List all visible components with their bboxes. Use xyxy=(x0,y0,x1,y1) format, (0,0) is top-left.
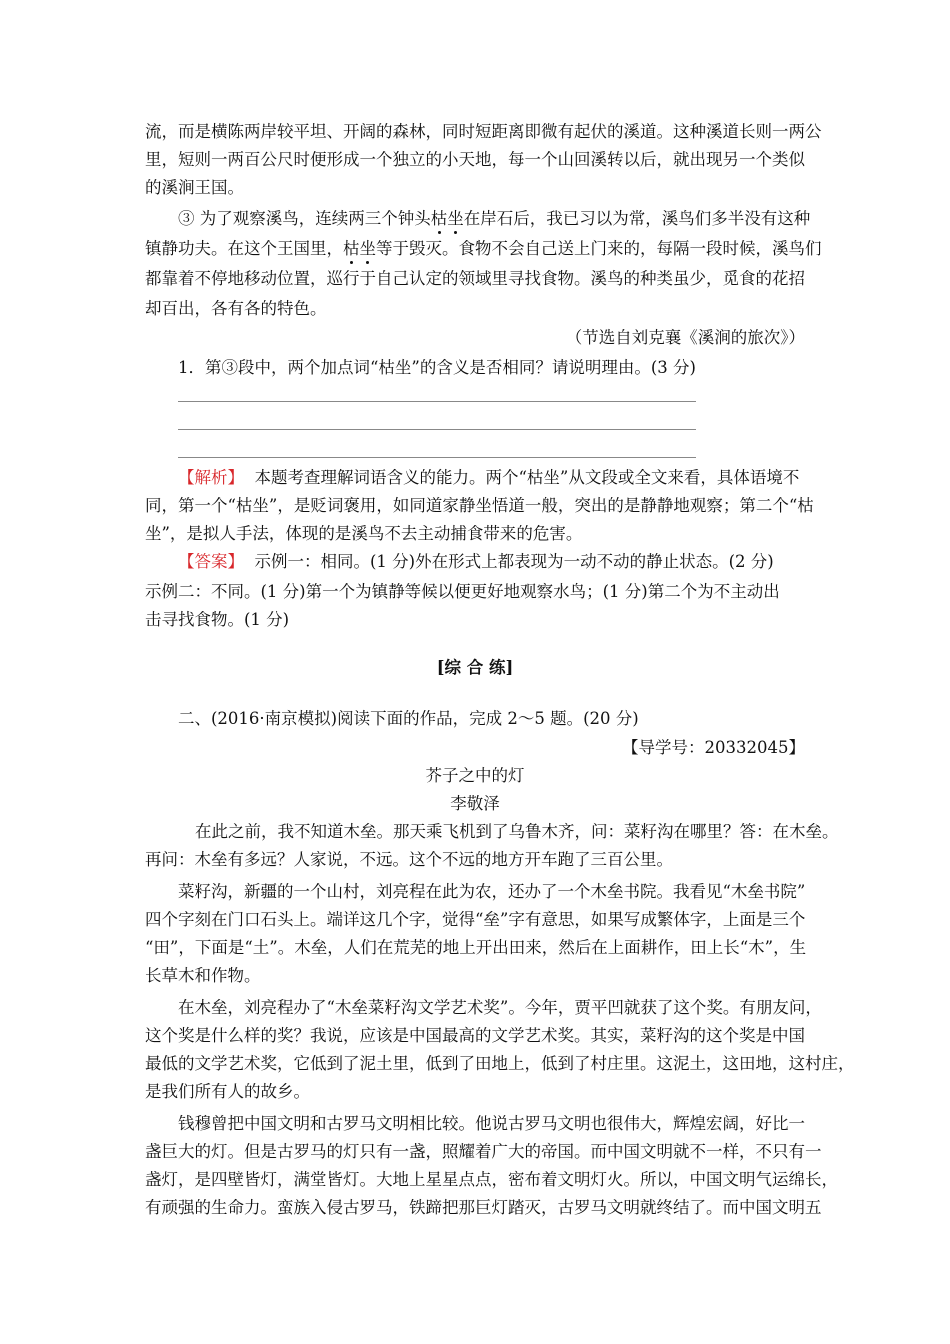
para3-line-2 xyxy=(145,238,822,260)
analysis-text: 本题考查理解词语含义的能力。两个“枯坐”从文段或全文来看，具体语境不 xyxy=(254,468,800,487)
dotted-char: 坐 xyxy=(447,209,464,228)
article-line: 这个奖是什么样的奖？我说，应该是中国最高的文学艺术奖。其实，菜籽沟的这个奖是中国 xyxy=(145,1026,805,1045)
answer-line xyxy=(178,429,696,430)
para3-text: 在岸石后，我已习以为常，溪鸟们多半没有这种 xyxy=(463,209,811,228)
passage1-line-3: 的溪涧王国。 xyxy=(145,178,244,197)
article-line: 盏巨大的灯。但是古罗马的灯只有一盏，照耀着广大的帝国。而中国文明就不一样，不只有一 xyxy=(145,1142,822,1161)
dotted-char: 枯 xyxy=(430,209,448,228)
article-line: 钱穆曾把中国文明和古罗马文明相比较。他说古罗马文明也很伟大，辉煌宏阔，好比一 xyxy=(178,1114,805,1133)
answer-line-2: 示例二：不同。(1 分)第一个为镇静等候以便更好地观察水鸟；(1 分)第二个为不主动出 xyxy=(145,582,780,601)
answer-text: 示例一：相同。(1 分)外在形式上都表现为一动不动的静止状态。(2 分) xyxy=(254,552,774,571)
answer-line xyxy=(178,401,696,402)
article-line: 再问：木垒有多远？人家说，不远。这个不远的地方开车跑了三百公里。 xyxy=(145,850,673,869)
passage1-line-1: 流，而是横陈两岸较平坦、开阔的森林，同时短距离即微有起伏的溪道。这种溪道长则一两公 xyxy=(145,122,822,141)
para3-line-1 xyxy=(178,208,810,230)
article-line: 在木垒，刘亮程办了“木垒菜籽沟文学艺术奖”。今年，贾平凹就获了这个奖。有朋友问， xyxy=(178,998,822,1017)
article-line: 是我们所有人的故乡。 xyxy=(145,1082,310,1101)
para3-line-4: 却百出，各有各的特色。 xyxy=(145,299,327,318)
analysis-line-1 xyxy=(178,467,799,489)
answer-line-1 xyxy=(178,551,774,573)
para3-text: ③ 为了观察溪鸟，连续两三个钟头 xyxy=(178,209,431,228)
article-line: 菜籽沟，新疆的一个山村，刘亮程在此为农，还办了一个木垒书院。我看见“木垒书院” xyxy=(178,882,806,901)
analysis-line-2: 同，第一个“枯坐”，是贬词褒用，如同道家静坐悟道一般，突出的是静静地观察；第二个“枯 xyxy=(145,496,814,515)
analysis-line-3: 坐”，是拟人手法，体现的是溪鸟不去主动捕食带来的危害。 xyxy=(145,524,583,543)
part2-intro: 二、(2016·南京模拟)阅读下面的作品，完成 2～5 题。(20 分) xyxy=(178,709,639,728)
para3-text: 等于毁灭。食物不会自己送上门来的，每隔一段时候，溪鸟们 xyxy=(376,239,822,258)
answer-tag: 【答案】 xyxy=(178,552,244,571)
dotted-char: 坐 xyxy=(359,239,376,258)
article-line: 盏灯，是四壁皆灯，满堂皆灯。大地上星星点点，密布着文明灯火。所以，中国文明气运绵长， xyxy=(145,1170,838,1189)
article-line: 长草木和作物。 xyxy=(145,966,261,985)
article-line: 在此之前，我不知道木垒。那天乘飞机到了乌鲁木齐，问：菜籽沟在哪里？答：在木垒。 xyxy=(195,822,839,841)
dotted-char: 枯 xyxy=(343,239,360,258)
guide-number: 【导学号：20332045】 xyxy=(622,738,805,757)
answer-line-3: 击寻找食物。(1 分) xyxy=(145,610,290,629)
answer-line xyxy=(178,457,696,458)
article-title: 芥子之中的灯 xyxy=(425,766,525,785)
source-citation: （节选自刘克襄《溪涧的旅次》） xyxy=(565,328,805,347)
article-line: 最低的文学艺术奖，它低到了泥土里，低到了田地上，低到了村庄里。这泥土，这田地，这村庄， xyxy=(145,1054,855,1073)
para3-line-3: 都靠着不停地移动位置，巡行于自己认定的领域里寻找食物。溪鸟的种类虽少，觅食的花招 xyxy=(145,269,805,288)
analysis-tag: 【解析】 xyxy=(178,468,244,487)
passage1-line-2: 里，短则一两百公尺时便形成一个独立的小天地，每一个山回溪转以后，就出现另一个类似 xyxy=(145,150,805,169)
article-line: “田”，下面是“土”。木垒，人们在荒芜的地上开出田来，然后在上面耕作，田上长“木”，生 xyxy=(145,938,807,957)
article-line: 四个字刻在门口石头上。端详这几个字，觉得“垒”字有意思，如果写成繁体字，上面是三个 xyxy=(145,910,806,929)
question-1: 1．第③段中，两个加点词“枯坐”的含义是否相同？请说明理由。(3 分) xyxy=(178,358,696,377)
para3-text: 镇静功夫。在这个王国里， xyxy=(145,239,343,258)
article-line: 有顽强的生命力。蛮族入侵古罗马，铁蹄把那巨灯踏灭，古罗马文明就终结了。而中国文明五 xyxy=(145,1198,822,1217)
section-title: [综 合 练] xyxy=(436,658,514,677)
article-author: 李敬泽 xyxy=(450,794,500,813)
